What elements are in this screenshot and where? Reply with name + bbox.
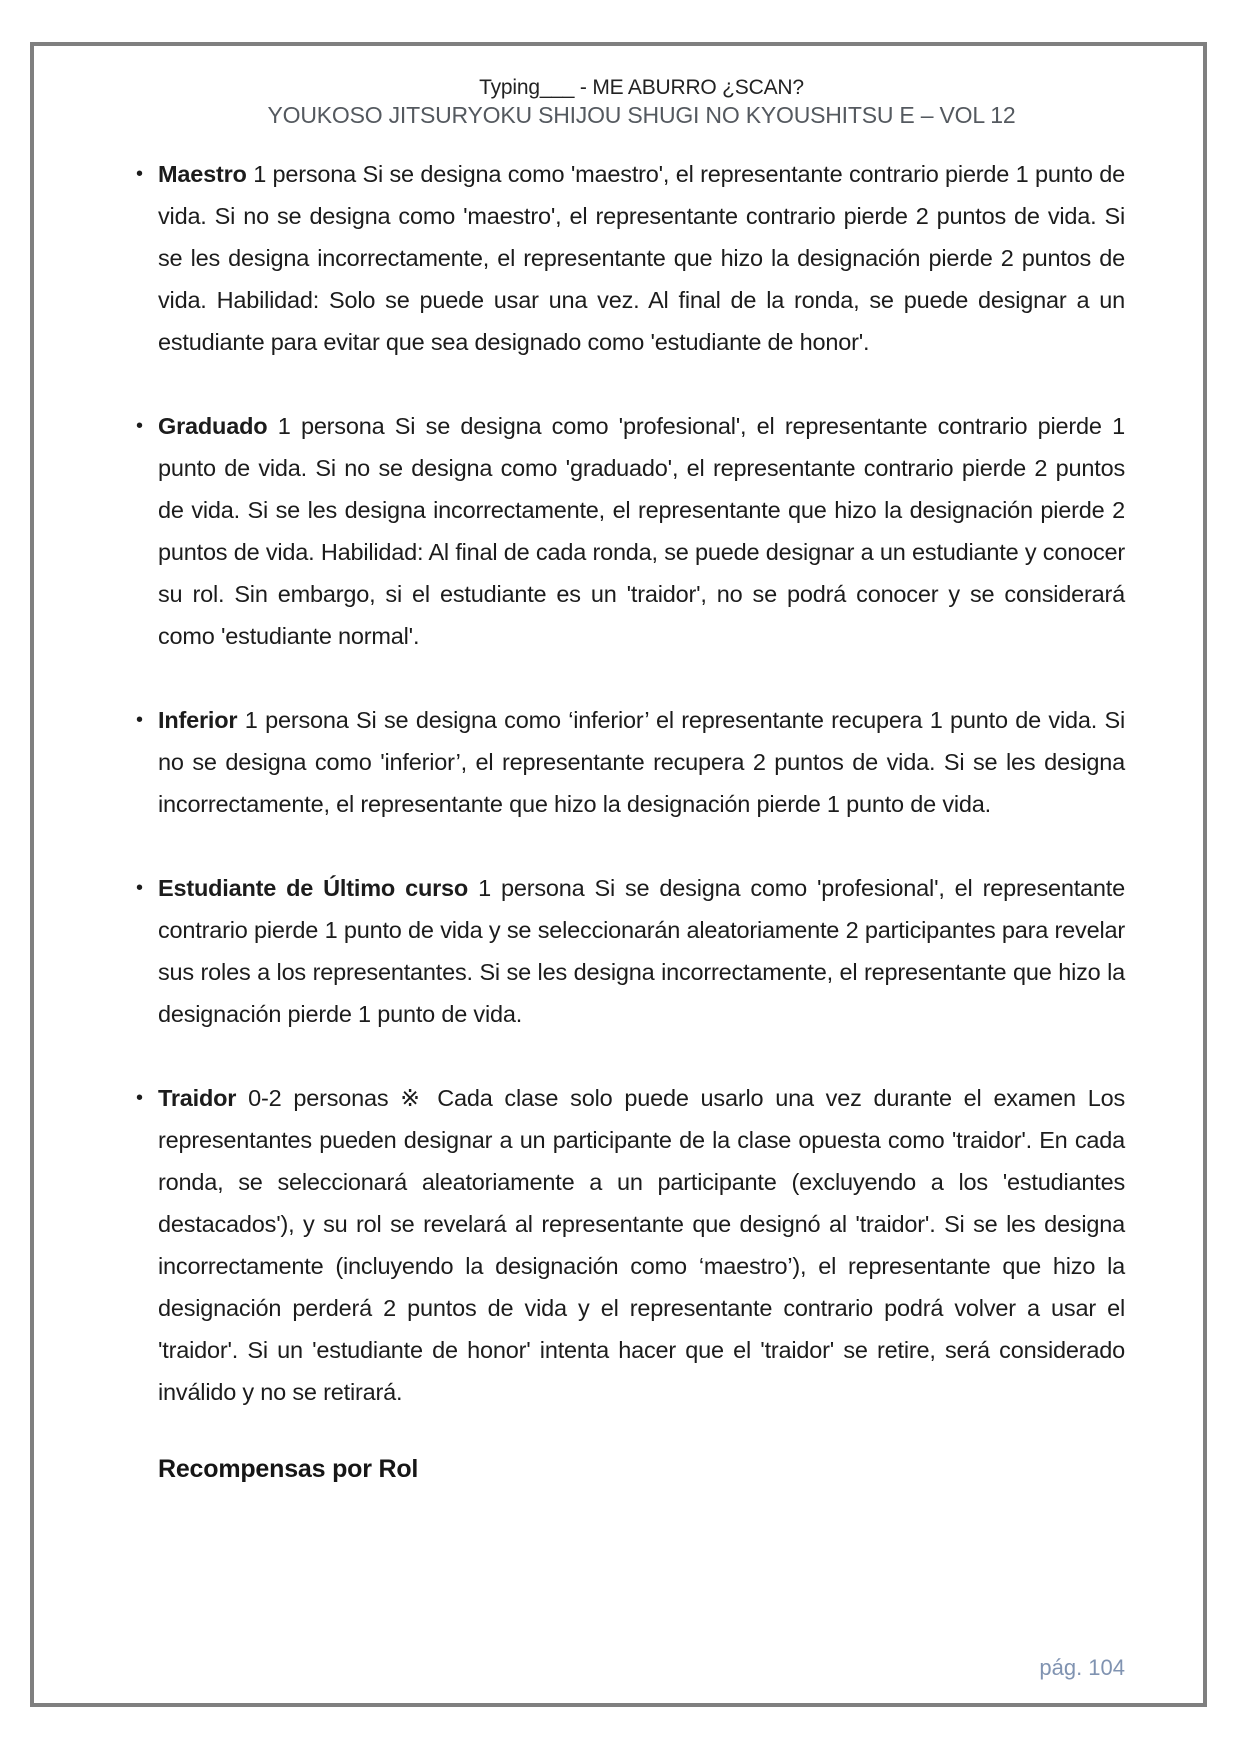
header-volume-line: YOUKOSO JITSURYOKU SHIJOU SHUGI NO KYOUSHITSU E – VOL 12 <box>267 102 1016 129</box>
role-title: Traidor <box>158 1085 237 1112</box>
bullet-icon: • <box>136 1087 143 1110</box>
role-description: 1 persona Si se designa como 'maestro', el representante contrario pierde 1 punto de vida. Si no se designa como 'maestro', el representante contrario pierde 2 puntos de vida. Si se les designa incorrectamente, el representante que hizo la designación pierde 2 puntos de vida. Habilidad: Solo se puede usar una vez. Al final de la ronda, se puede designar a un estudiante para evitar que sea designado como 'estudiante de honor'. <box>158 161 1125 356</box>
section-heading-recompensas: Recompensas por Rol <box>158 1455 419 1484</box>
page-number: pág. 104 <box>1039 1655 1125 1680</box>
document-header <box>158 74 1125 131</box>
role-description: 1 persona Si se designa como 'profesional', el representante contrario pierde 1 punto de vida y se seleccionarán aleatoriamente 2 participantes para revelar sus roles a los representantes. Si se les designa incorrectamente, el representante que hizo la designación pierde 1 punto de vida. <box>158 875 1125 1028</box>
role-title: Maestro <box>158 161 247 188</box>
role-description: 1 persona Si se designa como ‘inferior’ el representante recupera 1 punto de vida. Si no se designa como 'inferior’, el representante recupera 2 puntos de vida. Si se les designa incorrectamente, el representante que hizo la designación pierde 1 punto de vida. <box>158 707 1125 818</box>
role-item-inferior <box>136 699 1125 825</box>
role-title: Estudiante de Último curso <box>158 875 469 902</box>
document-page <box>30 42 1207 1707</box>
page-content <box>34 46 1203 1703</box>
role-title: Graduado <box>158 413 268 440</box>
bullet-icon: • <box>136 709 143 732</box>
bullet-icon: • <box>136 415 143 438</box>
role-list <box>136 153 1125 1413</box>
role-description: 1 persona Si se designa como 'profesional', el representante contrario pierde 1 punto de vida. Si no se designa como 'graduado', el representante contrario pierde 2 puntos de vida. Si se les designa incorrectamente, el representante que hizo la designación pierde 2 puntos de vida. Habilidad: Al final de cada ronda, se puede designar a un estudiante y conocer su rol. Sin embargo, si el estudiante es un 'traidor', no se podrá conocer y se considerará como 'estudiante normal'. <box>158 413 1125 650</box>
role-title: Inferior <box>158 707 238 734</box>
header-title-line: Typing___ - ME ABURRO ¿SCAN? <box>479 76 804 99</box>
role-item-estudiante-ultimo-curso <box>136 867 1125 1035</box>
bullet-icon: • <box>136 877 143 900</box>
bullet-icon: • <box>136 163 143 186</box>
role-item-maestro <box>136 153 1125 363</box>
role-description: 0-2 personas ※ Cada clase solo puede usarlo una vez durante el examen Los representantes pueden designar a un participante de la clase opuesta como 'traidor'. En cada ronda, se seleccionará aleatoriamente a un participante (excluyendo a los 'estudiantes destacados'), y su rol se revelará al representante que designó al 'traidor'. Si se les designa incorrectamente (incluyendo la designación como ‘maestro’), el representante que hizo la designación perderá 2 puntos de vida y el representante contrario podrá volver a usar el 'traidor'. Si un 'estudiante de honor' intenta hacer que el 'traidor' se retire, será considerado inválido y no se retirará. <box>158 1085 1125 1406</box>
role-item-graduado <box>136 405 1125 657</box>
role-item-traidor <box>136 1077 1125 1413</box>
